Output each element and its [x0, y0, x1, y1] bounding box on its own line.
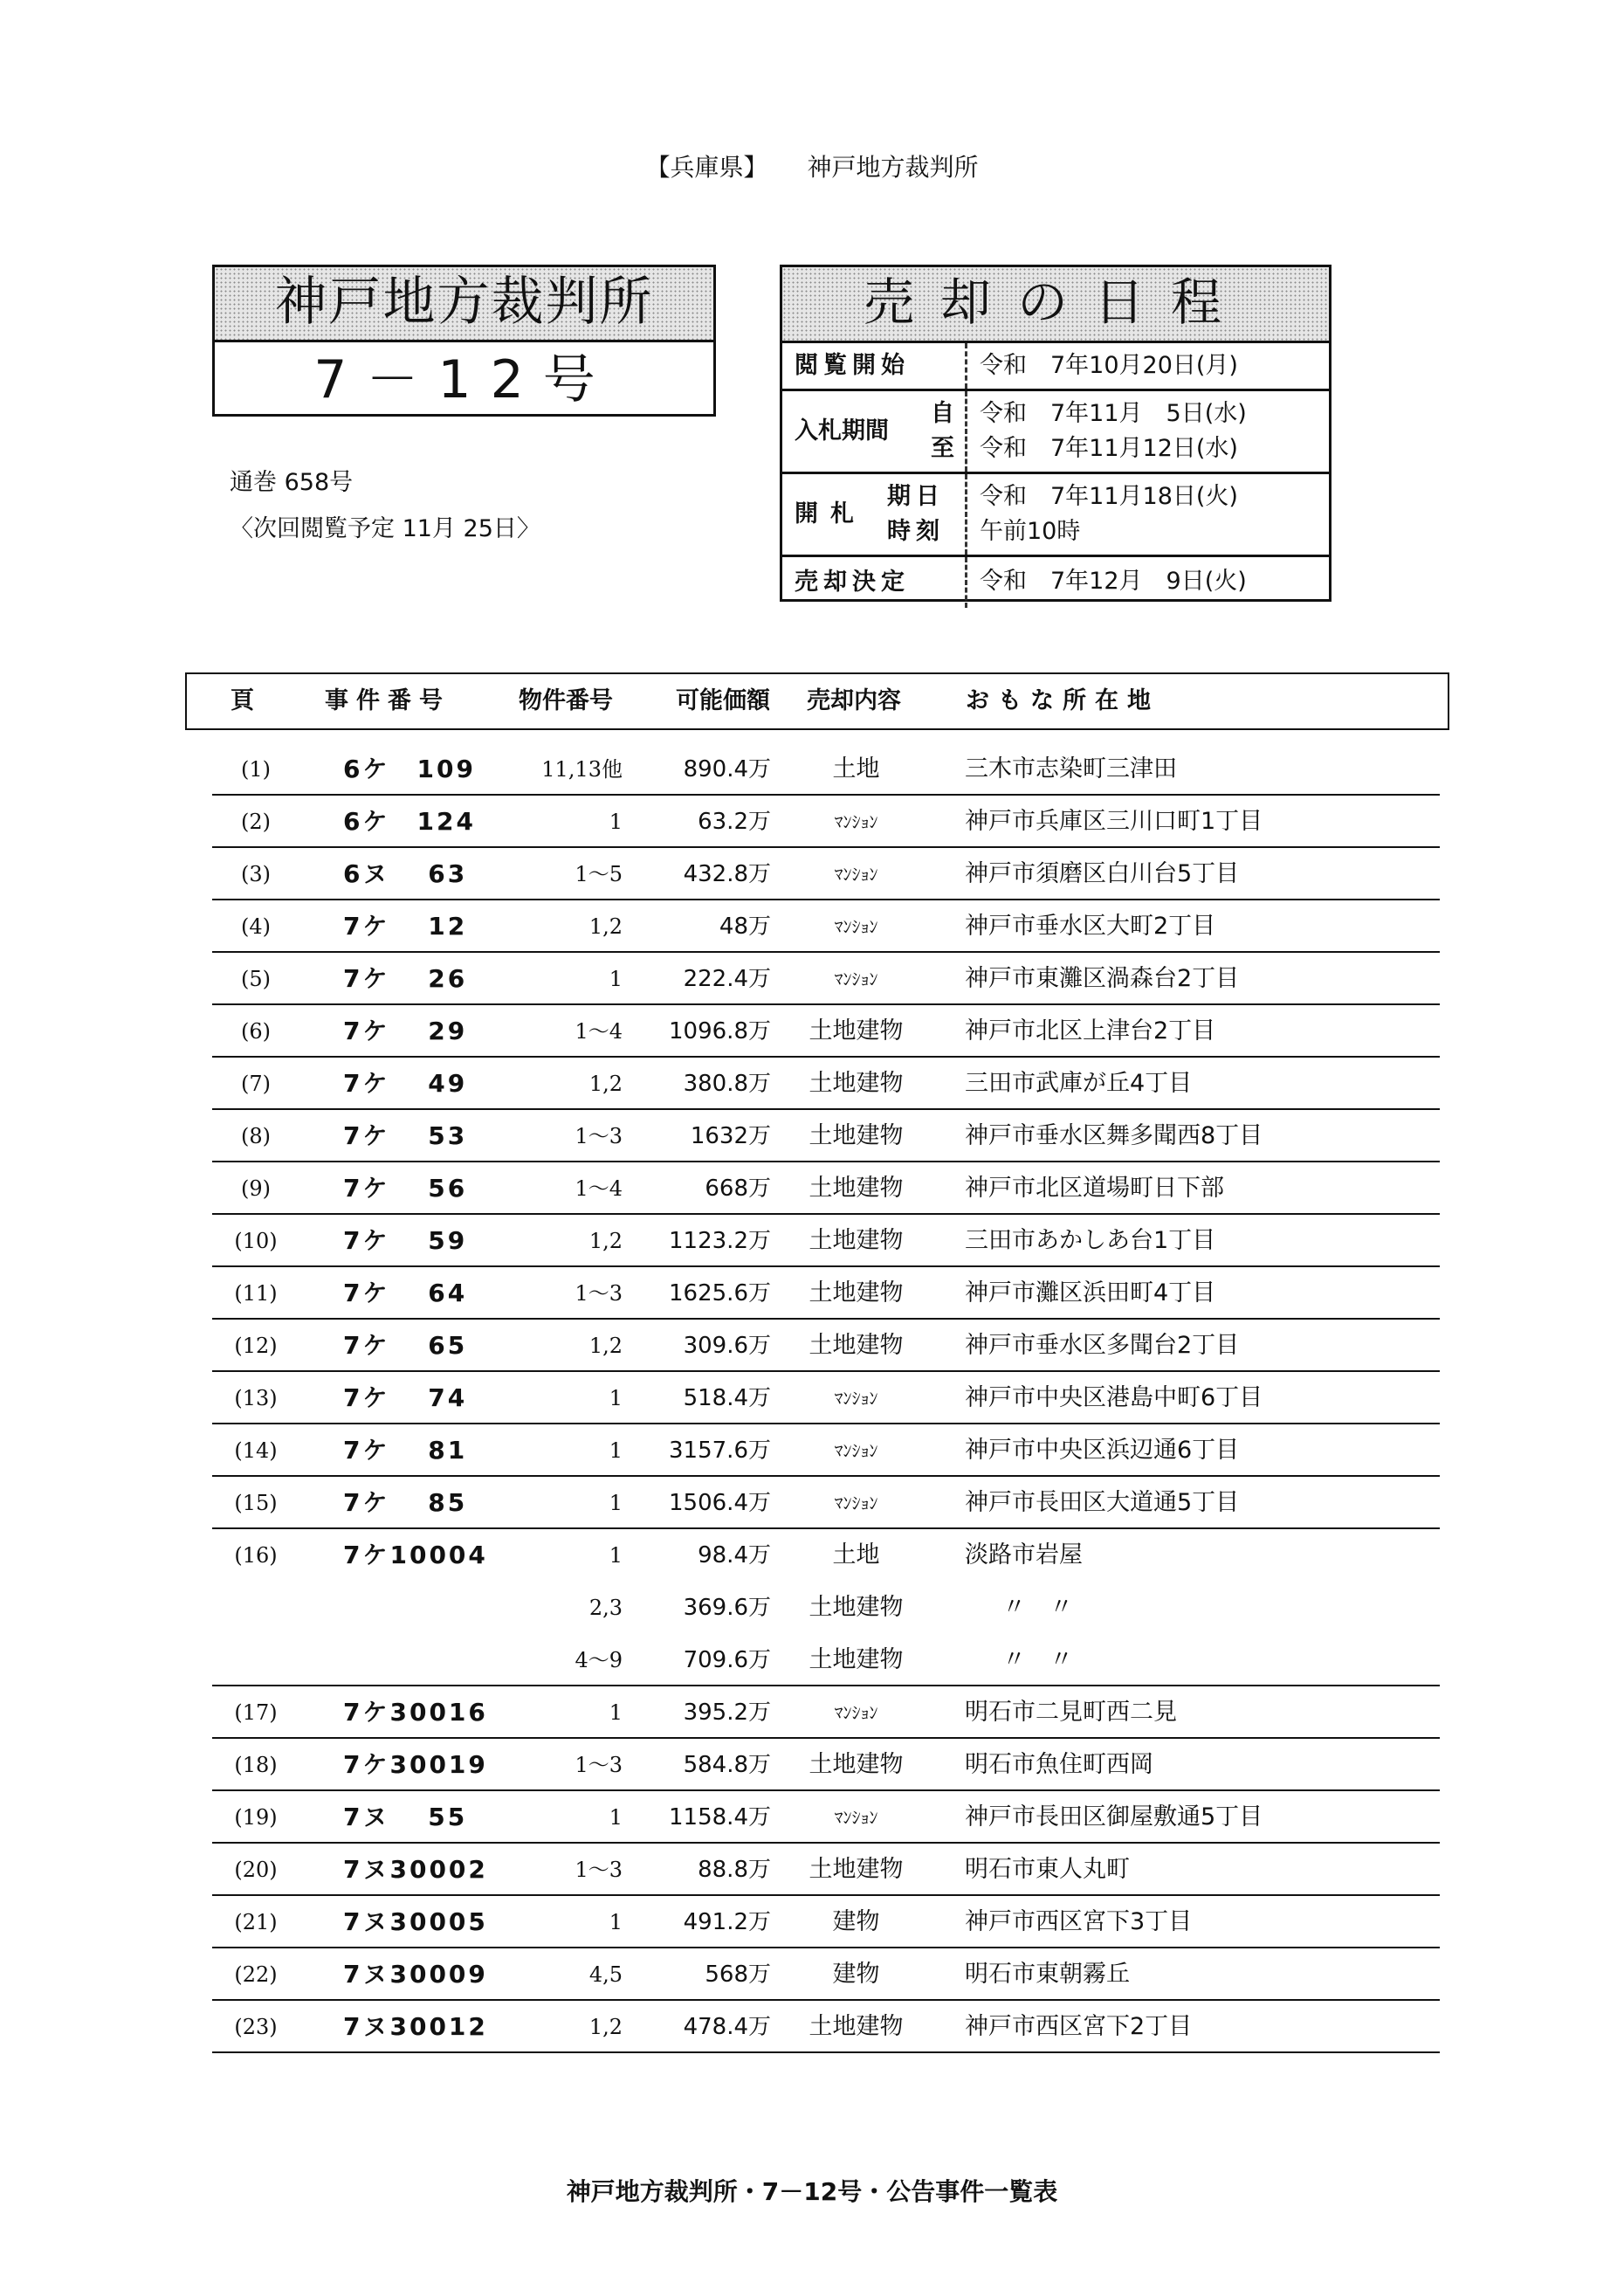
row-price: 491.2万	[683, 1909, 771, 1935]
row-page: (12)	[234, 1334, 278, 1358]
row-address: 三木市志染町三津田	[965, 755, 1177, 783]
row-case-number: 7ケ 81	[343, 1436, 468, 1465]
header-content: 売却内容	[807, 687, 901, 714]
table-row	[212, 1948, 1440, 2001]
row-case-number: 7ヌ30005	[343, 1907, 488, 1936]
row-case-number: 6ケ 124	[343, 807, 476, 836]
row-case-number: 7ケ 49	[343, 1069, 468, 1098]
row-case-number: 7ヌ30002	[343, 1855, 488, 1884]
row-price: 1123.2万	[669, 1228, 771, 1254]
schedule-row-bidding	[782, 391, 1329, 474]
row-page: (16)	[234, 1543, 278, 1568]
row-price: 98.4万	[698, 1542, 771, 1569]
row-address: 明石市東人丸町	[965, 1856, 1130, 1883]
volume-number: 通巻 658号	[230, 469, 354, 496]
row-address: 神戸市灘区浜田町4丁目	[965, 1279, 1216, 1307]
row-property-number: 1,2	[588, 1334, 623, 1358]
row-address: 神戸市垂水区舞多聞西8丁目	[965, 1122, 1263, 1149]
row-content: 土地建物	[809, 1175, 904, 1202]
row-content: ﾏﾝｼｮﾝ	[834, 864, 878, 885]
table-row	[212, 1739, 1440, 1791]
row-address: 神戸市東灘区渦森台2丁目	[965, 965, 1240, 992]
opening-time: 午前10時	[980, 518, 1081, 545]
row-address: 神戸市長田区御屋敷通5丁目	[965, 1803, 1263, 1831]
row-case-number: 7ケ 53	[343, 1121, 468, 1150]
row-property-number: 1	[609, 1543, 623, 1568]
row-address: 神戸市北区道場町日下部	[965, 1175, 1224, 1202]
table-row	[212, 1110, 1440, 1162]
decision-label: 売却決定	[795, 569, 910, 596]
case-table-header	[185, 672, 1449, 730]
opening-date: 令和 7年11月18日(火)	[980, 483, 1238, 510]
row-content: 建物	[832, 1908, 880, 1935]
row-content: ﾏﾝｼｮﾝ	[834, 811, 878, 832]
row-address: 神戸市長田区大道通5丁目	[965, 1489, 1240, 1516]
row-content: 土地建物	[809, 1856, 904, 1883]
row-case-number: 7ケ 64	[343, 1279, 468, 1307]
row-price: 1632万	[690, 1123, 771, 1149]
table-row	[212, 1058, 1440, 1110]
issue-number: 7－12号	[313, 349, 615, 410]
row-content: ﾏﾝｼｮﾝ	[834, 969, 878, 989]
row-price: 890.4万	[683, 756, 771, 783]
table-row	[212, 1791, 1440, 1844]
row-case-number: 7ケ30016	[343, 1698, 488, 1727]
row-property-number: 11,13他	[541, 757, 623, 782]
court-label: 神戸地方裁判所	[807, 153, 979, 182]
row-case-number: 7ケ 12	[343, 912, 468, 941]
row-price: 1158.4万	[669, 1804, 771, 1831]
row-property-number: 1～3	[575, 1281, 623, 1306]
opening-date-label: 期日	[887, 483, 945, 510]
row-page: (10)	[234, 1229, 278, 1253]
row-price: 1506.4万	[669, 1490, 771, 1516]
row-page: (21)	[234, 1910, 278, 1934]
row-case-number: 7ケ 74	[343, 1383, 468, 1412]
row-page: (1)	[241, 757, 271, 782]
row-address: 神戸市中央区浜辺通6丁目	[965, 1437, 1240, 1464]
row-page: (8)	[241, 1124, 271, 1148]
row-property-number: 1	[609, 967, 623, 991]
case-table-body	[212, 743, 1440, 2053]
row-property-number: 4,5	[588, 1962, 623, 1987]
table-row	[212, 953, 1440, 1005]
row-page: (9)	[241, 1176, 271, 1201]
viewing-date: 令和 7年10月20日(月)	[980, 352, 1238, 379]
row-address: 淡路市岩屋	[965, 1541, 1083, 1569]
row-property-number: 4～9	[575, 1648, 623, 1672]
schedule-row-decision	[782, 557, 1329, 608]
row-page: (22)	[234, 1962, 278, 1987]
row-case-number: 7ケ 65	[343, 1331, 468, 1360]
row-page: (20)	[234, 1858, 278, 1882]
table-row	[212, 1372, 1440, 1424]
prefecture-label: 【兵庫県】	[645, 153, 768, 182]
row-content: 土地建物	[809, 1646, 904, 1673]
opening-label: 開札	[795, 500, 866, 527]
row-case-number: 6ケ 109	[343, 755, 476, 783]
row-case-number: 7ヌ30009	[343, 1960, 488, 1989]
table-row	[212, 1424, 1440, 1477]
row-page: (6)	[241, 1019, 271, 1044]
row-property-number: 1	[609, 810, 623, 834]
row-property-number: 1,2	[588, 2015, 623, 2039]
table-row	[212, 1686, 1440, 1739]
bidding-from-date: 令和 7年11月 5日(水)	[980, 400, 1247, 427]
row-content: ﾏﾝｼｮﾝ	[834, 1807, 878, 1828]
row-content: ﾏﾝｼｮﾝ	[834, 1440, 878, 1461]
row-price: 709.6万	[683, 1647, 771, 1673]
row-address: 神戸市兵庫区三川口町1丁目	[965, 808, 1263, 835]
row-page: (5)	[241, 967, 271, 991]
row-page: (14)	[234, 1438, 278, 1463]
header-page: 頁	[231, 687, 254, 714]
row-price: 584.8万	[683, 1752, 771, 1778]
table-row	[212, 1529, 1440, 1582]
row-content: 土地	[832, 1541, 880, 1569]
row-price: 63.2万	[698, 809, 771, 835]
row-address: 神戸市垂水区大町2丁目	[965, 913, 1216, 940]
row-case-number: 7ケ 56	[343, 1174, 468, 1203]
row-content: 土地	[832, 755, 880, 783]
row-case-number: 7ケ10004	[343, 1541, 488, 1569]
sale-schedule-box	[780, 265, 1332, 602]
row-address: 神戸市西区宮下3丁目	[965, 1908, 1193, 1935]
row-price: 3157.6万	[669, 1438, 771, 1464]
row-content: ﾏﾝｼｮﾝ	[834, 1702, 878, 1723]
row-case-number: 7ケ 59	[343, 1226, 468, 1255]
row-page: (23)	[234, 2015, 278, 2039]
table-row	[212, 1582, 1440, 1634]
table-row	[212, 1005, 1440, 1058]
row-content: 土地建物	[809, 1751, 904, 1778]
table-row	[212, 2001, 1440, 2053]
row-case-number: 7ケ30019	[343, 1750, 488, 1779]
row-address: 神戸市西区宮下2丁目	[965, 2013, 1193, 2040]
row-property-number: 1	[609, 1700, 623, 1725]
row-case-number: 7ケ 26	[343, 964, 468, 993]
row-page: (11)	[234, 1281, 278, 1306]
row-price: 380.8万	[683, 1071, 771, 1097]
row-property-number: 2,3	[588, 1596, 623, 1620]
page-header	[0, 148, 1624, 183]
row-address: 三田市あかしあ台1丁目	[965, 1227, 1216, 1254]
table-row	[212, 1320, 1440, 1372]
row-property-number: 1,2	[588, 1072, 623, 1096]
table-row	[212, 743, 1440, 796]
row-content: 土地建物	[809, 1122, 904, 1149]
table-row	[212, 1162, 1440, 1215]
row-price: 309.6万	[683, 1333, 771, 1359]
bidding-to-date: 令和 7年11月12日(水)	[980, 435, 1238, 462]
row-price: 568万	[705, 1962, 771, 1988]
table-row	[212, 1896, 1440, 1948]
table-row	[212, 1634, 1440, 1686]
row-case-number: 7ケ 29	[343, 1017, 468, 1045]
row-property-number: 1	[609, 1386, 623, 1410]
table-row	[212, 900, 1440, 953]
row-property-number: 1～3	[575, 1124, 623, 1148]
opening-time-label: 時刻	[887, 518, 945, 545]
row-page: (13)	[234, 1386, 278, 1410]
next-viewing-schedule: 〈次回閲覧予定 11月 25日〉	[230, 515, 540, 542]
bidding-label: 入札期間	[795, 417, 889, 445]
row-case-number: 7ケ 85	[343, 1488, 468, 1517]
row-content: ﾏﾝｼｮﾝ	[834, 1493, 878, 1513]
row-price: 1625.6万	[669, 1280, 771, 1307]
header-case-number: 事件番号	[325, 687, 451, 714]
row-page: (4)	[241, 914, 271, 939]
row-address: 三田市武庫が丘4丁目	[965, 1070, 1193, 1097]
header-price: 可能価額	[676, 687, 770, 714]
row-content: 土地建物	[809, 1017, 904, 1045]
row-price: 478.4万	[683, 2014, 771, 2040]
row-price: 518.4万	[683, 1385, 771, 1411]
row-page: (3)	[241, 862, 271, 886]
row-price: 395.2万	[683, 1700, 771, 1726]
row-case-number: 7ヌ 55	[343, 1803, 468, 1831]
decision-date: 令和 7年12月 9日(火)	[980, 568, 1247, 595]
row-content: 土地建物	[809, 1594, 904, 1621]
table-row	[212, 848, 1440, 900]
row-address: 神戸市北区上津台2丁目	[965, 1017, 1216, 1045]
row-property-number: 1,2	[588, 1229, 623, 1253]
row-content: 土地建物	[809, 1070, 904, 1097]
row-content: ﾏﾝｼｮﾝ	[834, 1388, 878, 1409]
row-address: 神戸市須磨区白川台5丁目	[965, 860, 1240, 887]
row-page: (17)	[234, 1700, 278, 1725]
row-page: (15)	[234, 1491, 278, 1515]
row-property-number: 1,2	[588, 914, 623, 939]
row-content: 土地建物	[809, 1279, 904, 1307]
row-content: ﾏﾝｼｮﾝ	[834, 916, 878, 937]
row-property-number: 1～5	[575, 862, 623, 886]
page-footer: 神戸地方裁判所・7－12号・公告事件一覧表	[566, 2177, 1058, 2206]
table-row	[212, 1215, 1440, 1267]
schedule-title: 売却の日程	[782, 267, 1329, 343]
table-row	[212, 1477, 1440, 1529]
row-address: 神戸市中央区港島中町6丁目	[965, 1384, 1263, 1411]
row-price: 88.8万	[698, 1857, 771, 1883]
row-property-number: 1～4	[575, 1176, 623, 1201]
row-address: 神戸市垂水区多聞台2丁目	[965, 1332, 1240, 1359]
row-page: (19)	[234, 1805, 278, 1830]
table-row	[212, 1267, 1440, 1320]
row-price: 369.6万	[683, 1595, 771, 1621]
row-address: 明石市魚住町西岡	[965, 1751, 1153, 1778]
row-price: 48万	[719, 914, 771, 940]
row-address: 〃 〃	[1002, 1646, 1073, 1673]
row-price: 222.4万	[683, 966, 771, 992]
schedule-row-opening	[782, 474, 1329, 557]
court-issue-box	[212, 265, 716, 417]
bidding-from-label: 自	[931, 400, 960, 427]
row-property-number: 1～3	[575, 1753, 623, 1777]
row-property-number: 1	[609, 1805, 623, 1830]
row-property-number: 1～3	[575, 1858, 623, 1882]
bidding-to-label: 至	[931, 435, 960, 462]
schedule-row-viewing	[782, 343, 1329, 391]
row-content: 土地建物	[809, 1227, 904, 1254]
row-content: 土地建物	[809, 1332, 904, 1359]
row-price: 1096.8万	[669, 1018, 771, 1045]
header-address: おもな所在地	[966, 687, 1160, 714]
row-address: 明石市二見町西二見	[965, 1699, 1177, 1726]
table-row	[212, 796, 1440, 848]
court-name: 神戸地方裁判所	[215, 267, 713, 342]
row-property-number: 1	[609, 1910, 623, 1934]
row-property-number: 1～4	[575, 1019, 623, 1044]
header-property-number: 物件番号	[519, 687, 613, 714]
row-price: 668万	[705, 1176, 771, 1202]
row-content: 建物	[832, 1961, 880, 1988]
row-page: (7)	[241, 1072, 271, 1096]
row-property-number: 1	[609, 1491, 623, 1515]
table-row	[212, 1844, 1440, 1896]
row-property-number: 1	[609, 1438, 623, 1463]
viewing-label: 閲覧開始	[795, 352, 910, 379]
row-case-number: 6ヌ 63	[343, 859, 468, 888]
row-page: (18)	[234, 1753, 278, 1777]
row-address: 〃 〃	[1002, 1594, 1073, 1621]
row-price: 432.8万	[683, 861, 771, 887]
row-content: 土地建物	[809, 2013, 904, 2040]
row-address: 明石市東朝霧丘	[965, 1961, 1130, 1988]
row-case-number: 7ヌ30012	[343, 2012, 488, 2041]
row-page: (2)	[241, 810, 271, 834]
